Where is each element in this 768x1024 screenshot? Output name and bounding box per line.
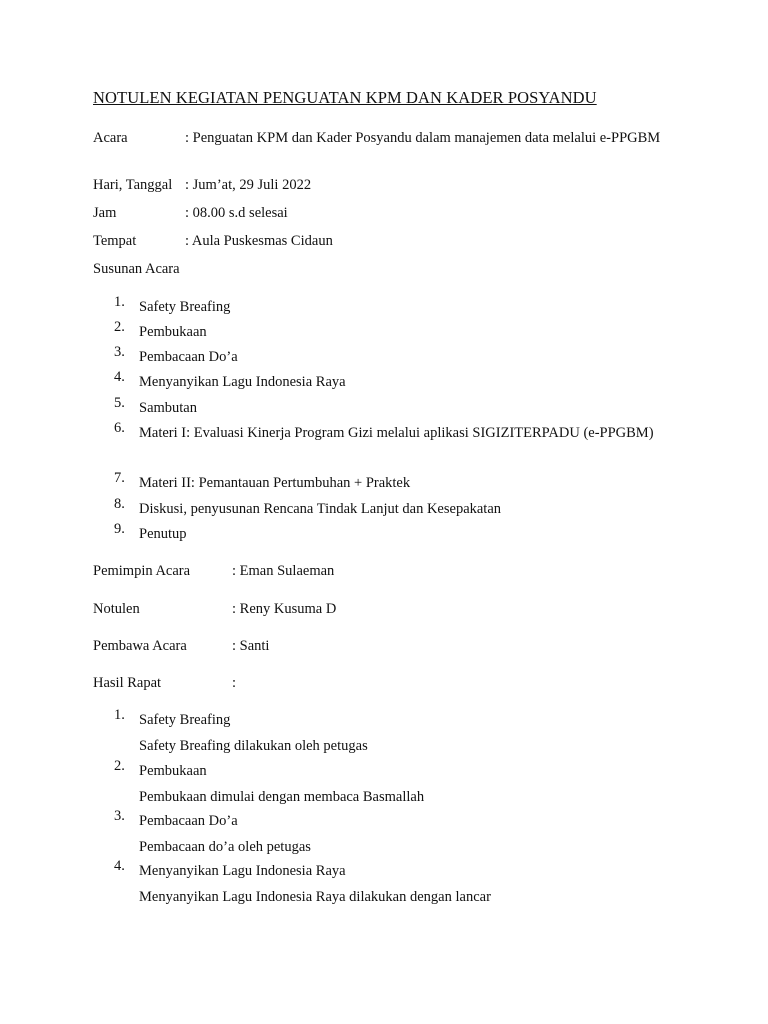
result-detail: Safety Breafing dilakukan oleh petugas (139, 738, 368, 754)
info-value: : 08.00 s.d selesai (185, 205, 288, 221)
meta-row-pemimpin-acara (93, 563, 334, 580)
agenda-item (114, 470, 675, 496)
agenda-item (114, 369, 675, 395)
meta-label: Hasil Rapat (93, 675, 162, 691)
agenda-number: 3. (114, 344, 125, 360)
info-label: Acara (93, 130, 128, 146)
agenda-number: 6. (114, 420, 125, 436)
meta-value: : Reny Kusuma D (232, 601, 337, 617)
meta-label: Notulen (93, 601, 140, 617)
agenda-text: Menyanyikan Lagu Indonesia Raya (139, 374, 346, 390)
agenda-number: 2. (114, 319, 125, 335)
agenda-heading: Susunan Acara (93, 261, 180, 277)
agenda-item (114, 294, 675, 320)
result-number: 4. (114, 858, 125, 874)
meta-label: Pemimpin Acara (93, 563, 191, 579)
result-detail: Menyanyikan Lagu Indonesia Raya dilakukan dengan lancar (139, 889, 491, 905)
agenda-text: Materi II: Pemantauan Pertumbuhan + Praktek (139, 475, 411, 491)
agenda-text: Pembukaan (139, 324, 207, 340)
info-row-acara (93, 129, 675, 147)
result-detail: Pembukaan dimulai dengan membaca Basmallah (139, 789, 425, 805)
info-value: : Jum’at, 29 Juli 2022 (185, 177, 312, 193)
agenda-item (114, 319, 675, 345)
result-number: 1. (114, 707, 125, 723)
agenda-number: 5. (114, 395, 125, 411)
meta-label: Pembawa Acara (93, 638, 187, 654)
agenda-number: 4. (114, 369, 125, 385)
info-row-hari-tanggal (93, 176, 675, 194)
agenda-item (114, 521, 675, 547)
info-value: : Aula Puskesmas Cidaun (185, 233, 333, 249)
info-row-jam (93, 204, 675, 222)
agenda-number: 9. (114, 521, 125, 537)
agenda-text: Sambutan (139, 400, 197, 416)
agenda-item (114, 395, 675, 421)
result-title: Safety Breafing (139, 712, 231, 728)
agenda-item (114, 344, 675, 370)
agenda-number: 1. (114, 294, 125, 310)
info-row-tempat (93, 232, 675, 250)
meta-row-notulen (93, 601, 336, 618)
result-item (114, 758, 675, 810)
result-number: 2. (114, 758, 125, 774)
agenda-text: Penutup (139, 526, 187, 542)
agenda-text: Safety Breafing (139, 299, 231, 315)
agenda-item (114, 496, 675, 522)
meta-value: : (232, 675, 237, 691)
agenda-item (114, 420, 675, 446)
result-item (114, 707, 675, 759)
info-label: Tempat (93, 233, 137, 249)
result-item (114, 808, 675, 860)
meta-row-pembawa-acara (93, 638, 269, 655)
info-label: Jam (93, 205, 117, 221)
agenda-number: 8. (114, 496, 125, 512)
agenda-text: Pembacaan Do’a (139, 349, 238, 365)
info-label: Hari, Tanggal (93, 177, 173, 193)
meta-value: : Santi (232, 638, 270, 654)
result-title: Menyanyikan Lagu Indonesia Raya (139, 863, 346, 879)
info-value: : Penguatan KPM dan Kader Posyandu dalam manajemen data melalui e-PPGBM (185, 130, 661, 146)
meta-value: : Eman Sulaeman (232, 563, 335, 579)
result-number: 3. (114, 808, 125, 824)
result-item (114, 858, 675, 910)
meta-row-hasil-rapat (93, 675, 236, 692)
result-title: Pembacaan Do’a (139, 813, 238, 829)
agenda-text: Materi I: Evaluasi Kinerja Program Gizi melalui aplikasi SIGIZITERPADU (e-PPGBM) (139, 425, 654, 441)
agenda-text: Diskusi, penyusunan Rencana Tindak Lanjut dan Kesepakatan (139, 501, 502, 517)
result-title: Pembukaan (139, 763, 207, 779)
document-title: NOTULEN KEGIATAN PENGUATAN KPM DAN KADER POSYANDU (93, 88, 597, 107)
result-detail: Pembacaan do’a oleh petugas (139, 839, 311, 855)
agenda-number: 7. (114, 470, 125, 486)
